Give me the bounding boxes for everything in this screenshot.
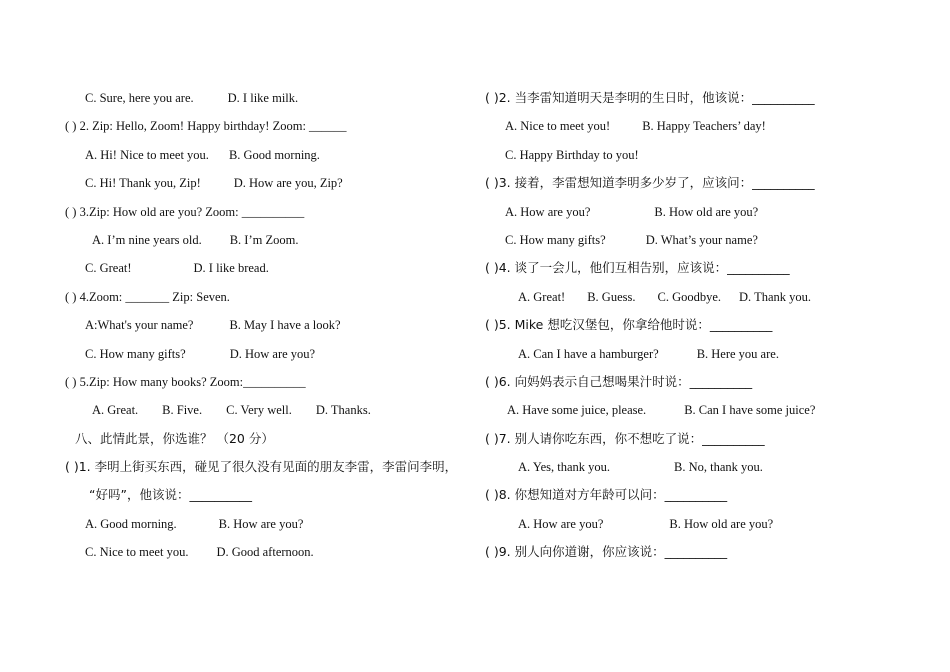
q3-options-cd [65, 258, 465, 286]
option-d: D. How are you, Zip? [233, 176, 343, 191]
q5-options [65, 400, 465, 428]
option-b: B. I’m Zoom. [229, 232, 299, 247]
question-4: ( ) 4.Zoom: _______ Zip: Seven. [65, 289, 230, 304]
option-a: A. Can I have a hamburger? [518, 346, 659, 361]
s3-options-ab [485, 202, 925, 230]
option-a: A. How are you? [518, 516, 604, 531]
s8-options-ab [485, 514, 925, 542]
s1-options-cd [65, 542, 465, 570]
option-d: D. Thank you. [739, 289, 812, 304]
option-a: A. Hi! Nice to meet you. [85, 147, 209, 162]
q4-options-ab [65, 315, 465, 343]
option-b: B. Happy Teachers’ day! [642, 119, 766, 134]
option-a: A. Great. [92, 403, 139, 418]
option-a: A. I’m nine years old. [92, 232, 202, 247]
option-c: C. How many gifts? [85, 346, 186, 361]
option-c: C. Hi! Thank you, Zip! [85, 176, 201, 191]
option-a: A. Great! [518, 289, 566, 304]
option-a: A. How are you? [505, 204, 591, 219]
s1-options-ab [65, 514, 465, 542]
option-c: C. Sure, here you are. [85, 91, 194, 105]
scenario-6: ( )6. 向妈妈表示自己想喝果汁时说：__________ [485, 373, 753, 389]
question-5: ( ) 5.Zip: How many books? Zoom:__________ [65, 374, 306, 389]
scenario-4: ( )4. 谈了一会儿，他们互相告别，应该说：__________ [485, 260, 790, 276]
left-column [65, 88, 465, 571]
option-b: B. How are you? [218, 516, 304, 531]
option-a: A. Nice to meet you! [505, 119, 611, 134]
right-column [485, 88, 925, 571]
q1-options-cd [65, 88, 465, 116]
option-d: D. I like bread. [193, 261, 269, 276]
scenario-3: ( )3. 接着，李雷想知道李明多少岁了，应该问：__________ [485, 175, 815, 191]
question-2: ( ) 2. Zip: Hello, Zoom! Happy birthday! Zoom: ______ [65, 119, 347, 134]
option-c: C. Goodbye. [657, 289, 722, 304]
option-c: C. Nice to meet you. [85, 545, 189, 560]
option-c: C. Very well. [226, 403, 292, 418]
option-d: D. What’s your name? [645, 232, 758, 247]
scenario-8: ( )8. 你想知道对方年龄可以问：__________ [485, 487, 728, 503]
option-b: B. Five. [162, 403, 203, 418]
option-d: D. Thanks. [315, 403, 371, 418]
option-a: A:What's your name? [85, 318, 194, 333]
option-b: B. Good morning. [228, 147, 320, 162]
option-b: B. May I have a look? [229, 318, 341, 333]
option-c: C. Happy Birthday to you! [505, 147, 639, 162]
s6-options-ab [485, 400, 925, 428]
section-heading: 八、此情此景，你选谁？ （20 分） [75, 430, 274, 446]
s2-option-c [485, 145, 925, 173]
option-c: C. How many gifts? [505, 232, 606, 247]
scenario-1-continued: “好吗”，他该说：__________ [89, 487, 252, 503]
option-b: B. No, thank you. [674, 460, 763, 475]
option-c: C. Great! [85, 261, 132, 276]
s4-options [485, 287, 925, 315]
option-b: B. Can I have some juice? [684, 403, 816, 418]
option-a: A. Have some juice, please. [507, 403, 647, 418]
option-d: D. I like milk. [227, 91, 299, 105]
option-d: D. How are you? [229, 346, 316, 361]
q2-options-ab [65, 145, 465, 173]
scenario-7: ( )7. 别人请你吃东西，你不想吃了说：__________ [485, 430, 765, 446]
option-a: A. Yes, thank you. [518, 460, 611, 475]
scenario-2: ( )2. 当李雷知道明天是李明的生日时，他该说：__________ [485, 90, 815, 105]
scenario-5: ( )5. Mike 想吃汉堡包，你拿给他时说：__________ [485, 317, 773, 333]
s5-options-ab [485, 344, 925, 372]
q2-options-cd [65, 173, 465, 201]
question-3: ( ) 3.Zip: How old are you? Zoom: __________ [65, 204, 305, 219]
option-b: B. Here you are. [696, 346, 779, 361]
q4-options-cd [65, 344, 465, 372]
q3-options-ab [65, 230, 465, 258]
s2-options-ab [485, 116, 925, 144]
scenario-1: ( )1. 李明上街买东西，碰见了很久没有见面的朋友李雷，李雷问李明， [65, 459, 458, 475]
option-d: D. Good afternoon. [216, 545, 314, 560]
option-b: B. How old are you? [669, 516, 774, 531]
s7-options-ab [485, 457, 925, 485]
option-b: B. Guess. [587, 289, 636, 304]
option-b: B. How old are you? [654, 204, 759, 219]
option-a: A. Good morning. [85, 516, 177, 531]
scenario-9: ( )9. 别人向你道谢，你应该说：__________ [485, 544, 728, 560]
s3-options-cd [485, 230, 925, 258]
